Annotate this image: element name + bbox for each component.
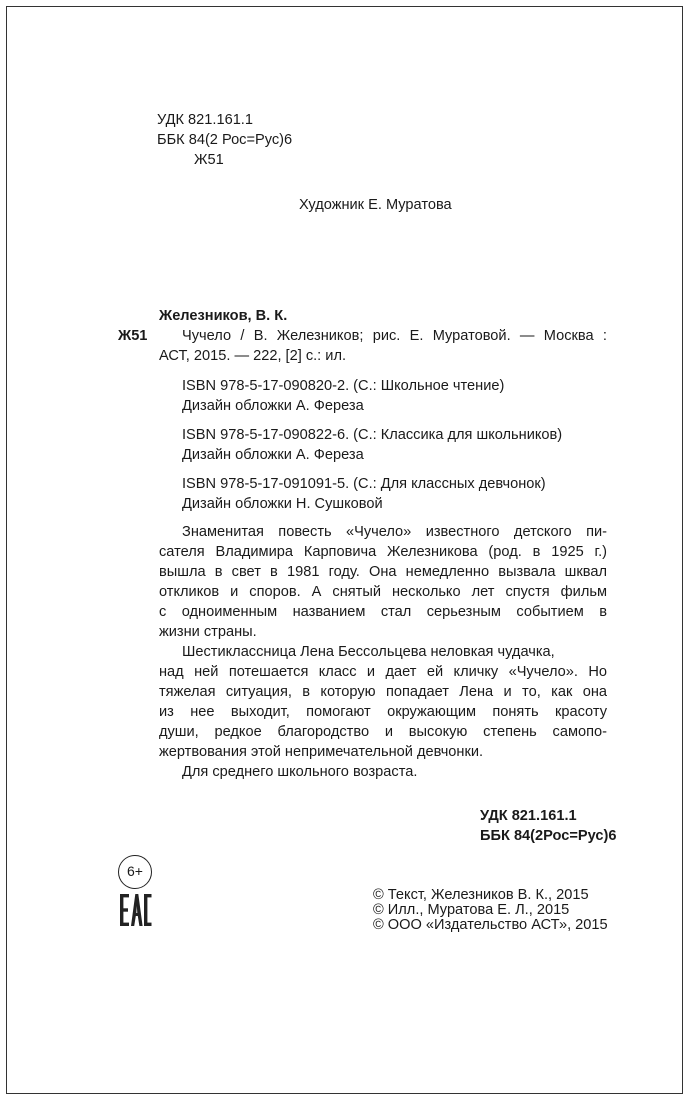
illustrator-credit: Художник Е. Муратова	[299, 197, 452, 213]
cover-design-line: Дизайн обложки А. Фереза	[182, 398, 364, 414]
cover-design-line: Дизайн обложки А. Фереза	[182, 447, 364, 463]
author-mark: Ж51	[118, 328, 148, 344]
bbk-top: ББК 84(2 Рос=Рус)6	[157, 132, 293, 148]
copyright-text: © Текст, Железников В. К., 2015	[373, 887, 589, 903]
cover-design-line: Дизайн обложки Н. Сушковой	[182, 496, 383, 512]
bib-description-line: АСТ, 2015. — 222, [2] с.: ил.	[159, 348, 347, 364]
copyright-illustrations: © Илл., Муратова Е. Л., 2015	[373, 902, 570, 918]
bib-description-line: Чучело / В. Железников; рис. Е. Муратовой. — Москва :	[182, 328, 607, 344]
annotation-line: души, редкое благородство и высокую степень самопо-	[159, 724, 607, 740]
audience-note: Для среднего школьного возраста.	[182, 764, 418, 780]
author-heading: Железников, В. К.	[159, 308, 288, 324]
annotation-line: Шестиклассница Лена Бессольцева неловкая чудачка,	[182, 644, 555, 660]
annotation-line: над ней потешается класс и дает ей кличку «Чучело». Но	[159, 664, 607, 680]
annotation-line: откликов и споров. А снятый несколько лет спустя фильм	[159, 584, 607, 600]
udk-top: УДК 821.161.1	[157, 112, 253, 128]
annotation-line: вышла в свет в 1981 году. Она немедленно вызвала шквал	[159, 564, 607, 580]
annotation-line: с одноименным названием стал серьезным событием в	[159, 604, 607, 620]
copyright-publisher: © ООО «Издательство АСТ», 2015	[373, 917, 608, 933]
bbk-bottom: ББК 84(2Рос=Рус)6	[480, 828, 617, 844]
age-rating-badge: 6+	[118, 855, 152, 889]
eac-mark-icon	[119, 892, 152, 928]
isbn-line: ISBN 978-5-17-090820-2. (С.: Школьное чтение)	[182, 378, 505, 394]
isbn-line: ISBN 978-5-17-091091-5. (С.: Для классных девчонок)	[182, 476, 546, 492]
annotation-line: жизни страны.	[159, 624, 257, 640]
annotation-line: из нее выходит, помогают окружающим понять красоту	[159, 704, 607, 720]
isbn-line: ISBN 978-5-17-090822-6. (С.: Классика для школьников)	[182, 427, 563, 443]
annotation-line: тяжелая ситуация, в которую попадает Лена и то, как она	[159, 684, 607, 700]
author-mark-top: Ж51	[194, 152, 224, 168]
udk-bottom: УДК 821.161.1	[480, 808, 577, 824]
annotation-line: Знаменитая повесть «Чучело» известного детского пи-	[182, 524, 607, 540]
annotation-line: жертвования этой непримечательной девчонки.	[159, 744, 484, 760]
annotation-line: сателя Владимира Карповича Железникова (род. в 1925 г.)	[159, 544, 607, 560]
